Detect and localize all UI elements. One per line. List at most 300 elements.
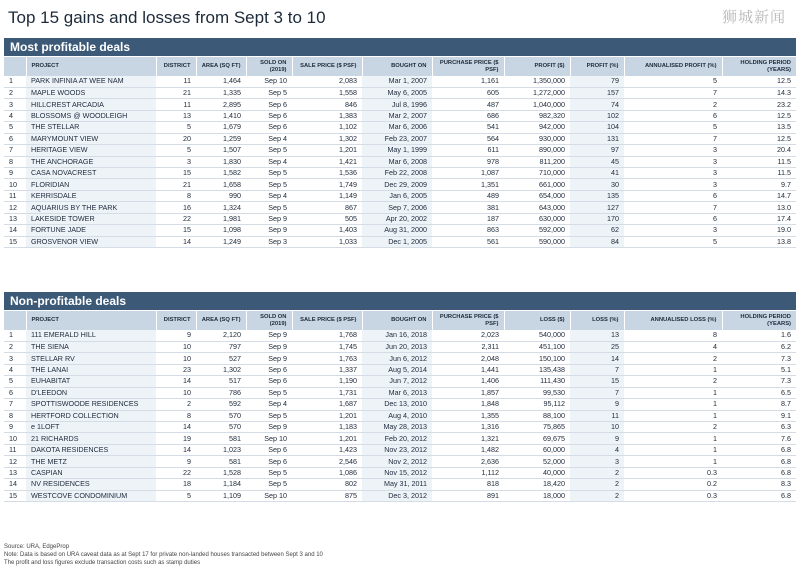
cell-bought-on: Aug 4, 2010 [362, 410, 432, 421]
table-row [4, 490, 796, 501]
column-header-percent: LOSS (%) [570, 311, 624, 330]
cell-percent: 41 [570, 168, 624, 179]
cell-annualised: 2 [624, 376, 722, 387]
cell-area: 990 [196, 190, 246, 201]
cell-sold-on: Sep 10 [246, 76, 292, 87]
cell-amount: 710,000 [504, 168, 570, 179]
cell-sale-price: 1,086 [292, 467, 362, 478]
cell-project: HERTFORD COLLECTION [26, 410, 156, 421]
cell-sale-price: 1,745 [292, 341, 362, 352]
page-title: Top 15 gains and losses from Sept 3 to 10 [8, 8, 326, 27]
cell-project: GROSVENOR VIEW [26, 236, 156, 247]
cell-annualised: 6 [624, 213, 722, 224]
table-row [4, 479, 796, 490]
cell-district: 5 [156, 490, 196, 501]
cell-sale-price: 1,768 [292, 330, 362, 341]
cell-bought-on: Feb 22, 2008 [362, 168, 432, 179]
cell-area: 1,464 [196, 76, 246, 87]
cell-area: 1,679 [196, 122, 246, 133]
cell-purchase-price: 1,316 [432, 422, 504, 433]
column-header-area: AREA (SQ FT) [196, 57, 246, 76]
cell-holding-period: 13.5 [722, 122, 796, 133]
cell-sold-on: Sep 6 [246, 364, 292, 375]
cell-amount: 630,000 [504, 213, 570, 224]
cell-bought-on: May 6, 2005 [362, 87, 432, 98]
cell-project: THE SIENA [26, 341, 156, 352]
cell-project: AQUARIUS BY THE PARK [26, 202, 156, 213]
cell-area: 786 [196, 387, 246, 398]
cell-annualised: 3 [624, 145, 722, 156]
cell-annualised: 1 [624, 387, 722, 398]
cell-bought-on: Jul 8, 1996 [362, 99, 432, 110]
cell-percent: 9 [570, 399, 624, 410]
cell-annualised: 5 [624, 236, 722, 247]
cell-sale-price: 1,033 [292, 236, 362, 247]
cell-purchase-price: 1,161 [432, 76, 504, 87]
cell-holding-period: 7.3 [722, 353, 796, 364]
cell-holding-period: 5.1 [722, 364, 796, 375]
cell-row-number: 11 [4, 444, 26, 455]
cell-bought-on: Aug 31, 2000 [362, 225, 432, 236]
cell-district: 11 [156, 76, 196, 87]
cell-row-number: 2 [4, 341, 26, 352]
cell-district: 21 [156, 179, 196, 190]
table-row [4, 330, 796, 341]
cell-amount: 592,000 [504, 225, 570, 236]
section-heading-nonprofitable: Non-profitable deals [4, 292, 796, 310]
column-header-holding-period: HOLDING PERIOD (YEARS) [722, 311, 796, 330]
cell-area: 570 [196, 410, 246, 421]
cell-district: 9 [156, 456, 196, 467]
cell-sold-on: Sep 6 [246, 110, 292, 121]
cell-sale-price: 1,403 [292, 225, 362, 236]
table-row [4, 422, 796, 433]
cell-purchase-price: 1,112 [432, 467, 504, 478]
cell-annualised: 1 [624, 364, 722, 375]
cell-district: 10 [156, 341, 196, 352]
footnote-note: Note: Data is based on URA caveat data as at Sept 17 for private non-landed houses transacted between Sept 3 and 10 [4, 552, 323, 558]
cell-bought-on: Dec 3, 2012 [362, 490, 432, 501]
table-row [4, 122, 796, 133]
cell-sale-price: 846 [292, 99, 362, 110]
cell-row-number: 14 [4, 479, 26, 490]
cell-project: SPOTTISWOODE RESIDENCES [26, 399, 156, 410]
cell-percent: 45 [570, 156, 624, 167]
cell-holding-period: 14.7 [722, 190, 796, 201]
cell-sold-on: Sep 3 [246, 236, 292, 247]
cell-holding-period: 12.5 [722, 110, 796, 121]
cell-area: 517 [196, 376, 246, 387]
cell-sale-price: 2,546 [292, 456, 362, 467]
cell-project: e 1LOFT [26, 422, 156, 433]
cell-amount: 1,040,000 [504, 99, 570, 110]
cell-area: 2,895 [196, 99, 246, 110]
cell-bought-on: May 1, 1999 [362, 145, 432, 156]
cell-sold-on: Sep 4 [246, 399, 292, 410]
cell-district: 14 [156, 236, 196, 247]
cell-project: LAKESIDE TOWER [26, 213, 156, 224]
cell-sale-price: 1,201 [292, 410, 362, 421]
cell-project: STELLAR RV [26, 353, 156, 364]
cell-amount: 18,000 [504, 490, 570, 501]
cell-annualised: 5 [624, 122, 722, 133]
cell-row-number: 10 [4, 433, 26, 444]
cell-project: THE LANAI [26, 364, 156, 375]
cell-annualised: 2 [624, 99, 722, 110]
cell-amount: 942,000 [504, 122, 570, 133]
cell-area: 1,324 [196, 202, 246, 213]
cell-sold-on: Sep 5 [246, 145, 292, 156]
cell-district: 8 [156, 410, 196, 421]
table-row [4, 179, 796, 190]
cell-sale-price: 1,421 [292, 156, 362, 167]
cell-percent: 7 [570, 387, 624, 398]
cell-row-number: 1 [4, 330, 26, 341]
cell-purchase-price: 381 [432, 202, 504, 213]
cell-amount: 52,000 [504, 456, 570, 467]
cell-bought-on: May 28, 2013 [362, 422, 432, 433]
cell-area: 1,582 [196, 168, 246, 179]
cell-sold-on: Sep 6 [246, 376, 292, 387]
cell-amount: 590,000 [504, 236, 570, 247]
cell-percent: 9 [570, 433, 624, 444]
cell-sold-on: Sep 5 [246, 479, 292, 490]
cell-area: 1,528 [196, 467, 246, 478]
table-row [4, 99, 796, 110]
table-row [4, 433, 796, 444]
cell-area: 1,023 [196, 444, 246, 455]
cell-bought-on: Dec 1, 2005 [362, 236, 432, 247]
cell-sold-on: Sep 5 [246, 410, 292, 421]
cell-project: CASA NOVACREST [26, 168, 156, 179]
cell-annualised: 7 [624, 87, 722, 98]
table-row [4, 399, 796, 410]
column-header-amount: LOSS ($) [504, 311, 570, 330]
cell-amount: 150,100 [504, 353, 570, 364]
cell-annualised: 1 [624, 444, 722, 455]
cell-row-number: 10 [4, 179, 26, 190]
cell-purchase-price: 2,636 [432, 456, 504, 467]
cell-holding-period: 13.0 [722, 202, 796, 213]
table-row [4, 444, 796, 455]
cell-holding-period: 12.5 [722, 133, 796, 144]
cell-annualised: 3 [624, 168, 722, 179]
cell-annualised: 7 [624, 133, 722, 144]
table-row [4, 225, 796, 236]
cell-sale-price: 1,731 [292, 387, 362, 398]
cell-purchase-price: 891 [432, 490, 504, 501]
cell-amount: 661,000 [504, 179, 570, 190]
cell-bought-on: Mar 6, 2006 [362, 122, 432, 133]
cell-project: FLORIDIAN [26, 179, 156, 190]
cell-row-number: 2 [4, 87, 26, 98]
nonprofitable-deals-table [4, 311, 796, 502]
cell-area: 1,184 [196, 479, 246, 490]
cell-percent: 2 [570, 490, 624, 501]
cell-percent: 127 [570, 202, 624, 213]
cell-percent: 131 [570, 133, 624, 144]
cell-amount: 60,000 [504, 444, 570, 455]
cell-percent: 10 [570, 422, 624, 433]
table-row [4, 387, 796, 398]
cell-purchase-price: 863 [432, 225, 504, 236]
cell-sold-on: Sep 5 [246, 202, 292, 213]
cell-sold-on: Sep 10 [246, 490, 292, 501]
cell-holding-period: 6.8 [722, 467, 796, 478]
cell-annualised: 5 [624, 76, 722, 87]
column-header-row-number [4, 57, 26, 76]
cell-area: 2,120 [196, 330, 246, 341]
cell-holding-period: 1.6 [722, 330, 796, 341]
cell-row-number: 9 [4, 422, 26, 433]
cell-bought-on: Nov 23, 2012 [362, 444, 432, 455]
cell-purchase-price: 187 [432, 213, 504, 224]
cell-annualised: 1 [624, 433, 722, 444]
column-header-sale-price: SALE PRICE ($ PSF) [292, 311, 362, 330]
cell-project: THE ANCHORAGE [26, 156, 156, 167]
cell-percent: 74 [570, 99, 624, 110]
column-header-amount: PROFIT ($) [504, 57, 570, 76]
cell-sale-price: 867 [292, 202, 362, 213]
cell-area: 581 [196, 456, 246, 467]
cell-holding-period: 6.5 [722, 387, 796, 398]
cell-row-number: 15 [4, 490, 26, 501]
column-header-row-number [4, 311, 26, 330]
cell-row-number: 14 [4, 225, 26, 236]
cell-area: 1,830 [196, 156, 246, 167]
cell-holding-period: 23.2 [722, 99, 796, 110]
column-header-annualised: ANNUALISED LOSS (%) [624, 311, 722, 330]
cell-row-number: 12 [4, 202, 26, 213]
cell-purchase-price: 978 [432, 156, 504, 167]
cell-percent: 15 [570, 376, 624, 387]
cell-area: 797 [196, 341, 246, 352]
cell-percent: 7 [570, 364, 624, 375]
cell-annualised: 1 [624, 399, 722, 410]
cell-sale-price: 1,383 [292, 110, 362, 121]
cell-sale-price: 1,337 [292, 364, 362, 375]
cell-project: D'LEEDON [26, 387, 156, 398]
cell-amount: 135,438 [504, 364, 570, 375]
cell-annualised: 0.3 [624, 490, 722, 501]
table-row [4, 133, 796, 144]
cell-sold-on: Sep 5 [246, 467, 292, 478]
column-header-purchase-price: PURCHASE PRICE ($ PSF) [432, 311, 504, 330]
cell-district: 19 [156, 433, 196, 444]
cell-district: 8 [156, 190, 196, 201]
cell-amount: 88,100 [504, 410, 570, 421]
cell-holding-period: 6.3 [722, 422, 796, 433]
cell-annualised: 6 [624, 110, 722, 121]
cell-holding-period: 9.1 [722, 410, 796, 421]
cell-district: 14 [156, 376, 196, 387]
cell-purchase-price: 1,482 [432, 444, 504, 455]
cell-project: HILLCREST ARCADIA [26, 99, 156, 110]
cell-holding-period: 6.8 [722, 456, 796, 467]
header-row [4, 311, 796, 330]
cell-district: 18 [156, 479, 196, 490]
cell-holding-period: 6.8 [722, 444, 796, 455]
table-row [4, 156, 796, 167]
cell-amount: 95,112 [504, 399, 570, 410]
cell-purchase-price: 487 [432, 99, 504, 110]
cell-holding-period: 8.7 [722, 399, 796, 410]
column-header-project: PROJECT [26, 311, 156, 330]
cell-district: 3 [156, 156, 196, 167]
cell-bought-on: Nov 15, 2012 [362, 467, 432, 478]
cell-project: MAPLE WOODS [26, 87, 156, 98]
cell-sold-on: Sep 4 [246, 133, 292, 144]
cell-project: THE METZ [26, 456, 156, 467]
cell-district: 5 [156, 145, 196, 156]
cell-bought-on: Jan 6, 2005 [362, 190, 432, 201]
cell-district: 13 [156, 110, 196, 121]
cell-district: 2 [156, 399, 196, 410]
cell-district: 15 [156, 225, 196, 236]
cell-amount: 643,000 [504, 202, 570, 213]
cell-amount: 1,272,000 [504, 87, 570, 98]
cell-row-number: 7 [4, 145, 26, 156]
cell-row-number: 8 [4, 156, 26, 167]
cell-row-number: 9 [4, 168, 26, 179]
cell-bought-on: Jun 6, 2012 [362, 353, 432, 364]
cell-bought-on: Jun 20, 2013 [362, 341, 432, 352]
cell-project: WESTCOVE CONDOMINIUM [26, 490, 156, 501]
cell-purchase-price: 1,321 [432, 433, 504, 444]
cell-sale-price: 1,149 [292, 190, 362, 201]
watermark: 狮城新闻 [721, 8, 786, 26]
cell-sold-on: Sep 10 [246, 433, 292, 444]
table-row [4, 376, 796, 387]
cell-holding-period: 11.5 [722, 168, 796, 179]
cell-purchase-price: 561 [432, 236, 504, 247]
cell-bought-on: Mar 6, 2008 [362, 156, 432, 167]
cell-project: CASPIAN [26, 467, 156, 478]
cell-row-number: 13 [4, 213, 26, 224]
cell-sold-on: Sep 9 [246, 330, 292, 341]
table-row [4, 353, 796, 364]
cell-bought-on: Mar 2, 2007 [362, 110, 432, 121]
table-row [4, 213, 796, 224]
cell-amount: 99,530 [504, 387, 570, 398]
cell-percent: 84 [570, 236, 624, 247]
cell-area: 1,507 [196, 145, 246, 156]
cell-percent: 2 [570, 467, 624, 478]
cell-row-number: 6 [4, 387, 26, 398]
table-row [4, 341, 796, 352]
cell-sold-on: Sep 9 [246, 225, 292, 236]
cell-area: 570 [196, 422, 246, 433]
cell-holding-period: 13.8 [722, 236, 796, 247]
cell-sold-on: Sep 9 [246, 213, 292, 224]
cell-project: PARK INFINIA AT WEE NAM [26, 76, 156, 87]
cell-annualised: 3 [624, 179, 722, 190]
cell-amount: 40,000 [504, 467, 570, 478]
cell-bought-on: Mar 6, 2013 [362, 387, 432, 398]
table-row [4, 467, 796, 478]
cell-sold-on: Sep 5 [246, 387, 292, 398]
cell-bought-on: Mar 1, 2007 [362, 76, 432, 87]
cell-percent: 157 [570, 87, 624, 98]
cell-percent: 170 [570, 213, 624, 224]
cell-row-number: 4 [4, 110, 26, 121]
cell-project: BLOSSOMS @ WOODLEIGH [26, 110, 156, 121]
cell-annualised: 0.2 [624, 479, 722, 490]
cell-sale-price: 1,558 [292, 87, 362, 98]
cell-purchase-price: 1,351 [432, 179, 504, 190]
cell-sold-on: Sep 6 [246, 122, 292, 133]
cell-amount: 890,000 [504, 145, 570, 156]
cell-sale-price: 1,201 [292, 433, 362, 444]
cell-district: 23 [156, 364, 196, 375]
table-row [4, 236, 796, 247]
cell-row-number: 15 [4, 236, 26, 247]
cell-percent: 4 [570, 444, 624, 455]
cell-purchase-price: 605 [432, 87, 504, 98]
cell-purchase-price: 564 [432, 133, 504, 144]
cell-purchase-price: 2,311 [432, 341, 504, 352]
cell-holding-period: 11.5 [722, 156, 796, 167]
cell-district: 14 [156, 422, 196, 433]
cell-amount: 75,865 [504, 422, 570, 433]
cell-annualised: 1 [624, 410, 722, 421]
cell-project: DAKOTA RESIDENCES [26, 444, 156, 455]
cell-bought-on: Feb 23, 2007 [362, 133, 432, 144]
table-row [4, 190, 796, 201]
cell-purchase-price: 1,087 [432, 168, 504, 179]
cell-annualised: 3 [624, 225, 722, 236]
column-header-sale-price: SALE PRICE ($ PSF) [292, 57, 362, 76]
cell-purchase-price: 818 [432, 479, 504, 490]
table-row [4, 145, 796, 156]
cell-sale-price: 802 [292, 479, 362, 490]
cell-sold-on: Sep 6 [246, 99, 292, 110]
cell-row-number: 8 [4, 410, 26, 421]
cell-bought-on: Sep 7, 2006 [362, 202, 432, 213]
cell-bought-on: May 31, 2011 [362, 479, 432, 490]
cell-bought-on: Jan 16, 2018 [362, 330, 432, 341]
cell-purchase-price: 1,848 [432, 399, 504, 410]
cell-amount: 930,000 [504, 133, 570, 144]
cell-purchase-price: 1,355 [432, 410, 504, 421]
table-row [4, 410, 796, 421]
cell-bought-on: Feb 20, 2012 [362, 433, 432, 444]
cell-area: 527 [196, 353, 246, 364]
cell-area: 1,098 [196, 225, 246, 236]
cell-sale-price: 505 [292, 213, 362, 224]
cell-district: 22 [156, 467, 196, 478]
cell-project: HERITAGE VIEW [26, 145, 156, 156]
cell-bought-on: Dec 13, 2010 [362, 399, 432, 410]
cell-project: THE STELLAR [26, 122, 156, 133]
table-row [4, 202, 796, 213]
cell-purchase-price: 1,441 [432, 364, 504, 375]
cell-district: 9 [156, 330, 196, 341]
cell-sold-on: Sep 5 [246, 168, 292, 179]
cell-annualised: 4 [624, 341, 722, 352]
cell-sold-on: Sep 6 [246, 456, 292, 467]
cell-area: 1,658 [196, 179, 246, 190]
cell-sold-on: Sep 5 [246, 87, 292, 98]
cell-row-number: 4 [4, 364, 26, 375]
cell-sale-price: 1,302 [292, 133, 362, 144]
cell-district: 15 [156, 168, 196, 179]
cell-holding-period: 12.5 [722, 76, 796, 87]
cell-percent: 2 [570, 479, 624, 490]
cell-sale-price: 1,687 [292, 399, 362, 410]
footnote-source: Source: URA, EdgeProp [4, 544, 70, 550]
cell-percent: 135 [570, 190, 624, 201]
